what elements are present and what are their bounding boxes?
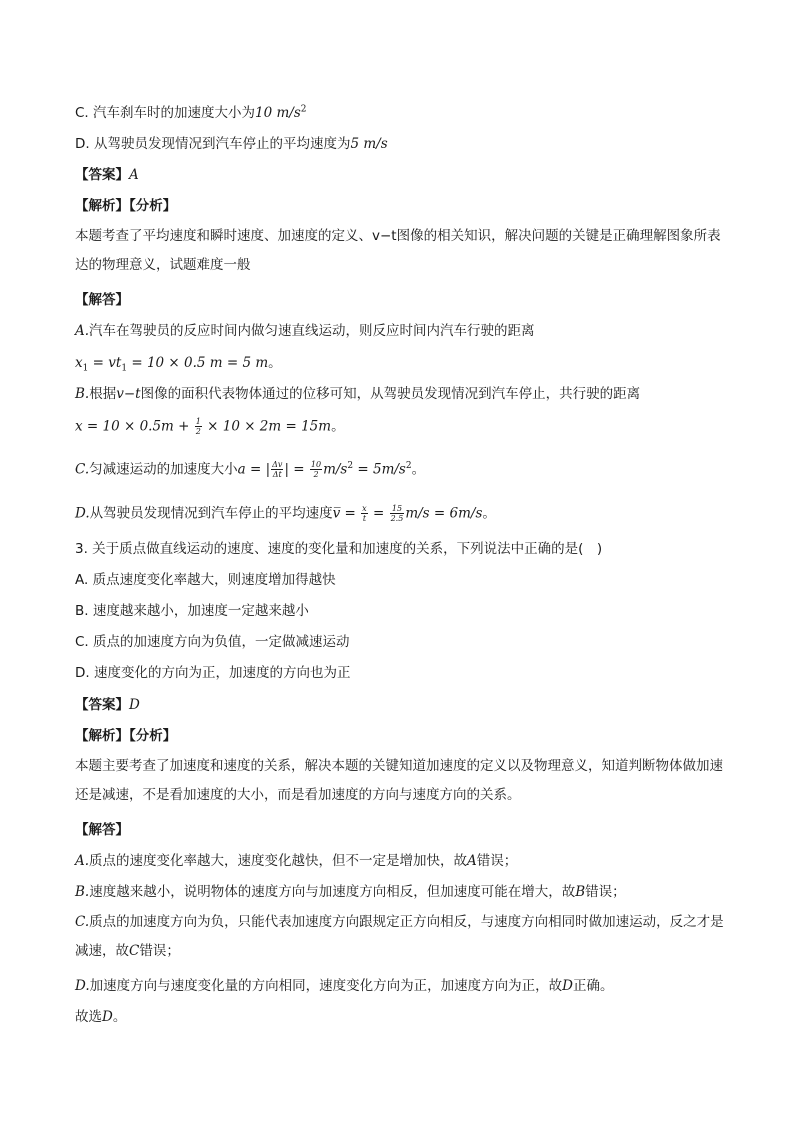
eq-subscript: 1 <box>82 363 89 374</box>
option-letter: A <box>467 853 477 869</box>
exponent: 2 <box>405 461 412 471</box>
eq-subscript: 1 <box>121 363 128 374</box>
solution-text: 正确。 <box>572 978 614 994</box>
solution-label: D. <box>75 505 90 522</box>
solution-text: 匀减速运动的加速度大小 <box>89 461 238 478</box>
q3-question: 3. 关于质点做直线运动的速度、速度的变化量和加速度的关系，下列说法中正确的是( ) <box>75 541 603 557</box>
option-letter: C <box>129 943 140 959</box>
q3-option-d: D. 速度变化的方向为正，加速度的方向也为正 <box>75 665 351 681</box>
answer-value: D <box>129 697 140 713</box>
fraction <box>271 460 283 479</box>
eq-part: x <box>75 355 83 371</box>
option-letter: D <box>102 1009 113 1025</box>
q2-solution-a <box>75 322 725 340</box>
q2-option-d <box>75 135 725 153</box>
option-letter: D <box>562 978 573 994</box>
q3-solution-tag <box>75 821 725 839</box>
q3-analysis-text: 本题主要考查了加速度和速度的关系，解决本题的关键知道加速度的定义以及物理意义，知道判断物体做加速还是减速，不是看加速度的大小，而是看加速度的方向与速度方向的关系。 <box>75 758 723 803</box>
solution-text: 根据 <box>89 386 117 402</box>
solution-label: A. <box>75 323 90 339</box>
fraction-denominator: t <box>362 514 367 523</box>
fraction-numerator: 1 <box>195 417 201 426</box>
option-text: C. 汽车刹车时的加速度大小为 <box>75 105 256 121</box>
eq-end: 。 <box>331 418 345 435</box>
solution-label: B. <box>75 386 90 402</box>
q2-option-c <box>75 104 725 122</box>
q3-option-a: A. 质点速度变化率越大，则速度增加得越快 <box>75 572 336 588</box>
answer-tag: 【答案】 <box>75 167 129 183</box>
solution-text: 加速度方向与速度变化量的方向相同，速度变化方向为正，加速度方向为正，故 <box>89 978 563 994</box>
eq-part: m/s <box>323 461 348 478</box>
solution-text: 速度越来越小，说明物体的速度方向与加速度方向相反，但加速度可能在增大，故 <box>89 884 576 900</box>
fraction-denominator: Δt <box>272 470 282 479</box>
eq-part: = <box>368 505 389 522</box>
q3-analysis-tag <box>75 727 725 745</box>
eq-end: 。 <box>411 461 426 478</box>
fraction <box>195 417 202 436</box>
q2-solution-d <box>75 504 725 523</box>
q2-solution-b <box>75 385 725 403</box>
option-text: D. 从驾驶员发现情况到汽车停止的平均速度为 <box>75 136 351 152</box>
solution-text: 图像的面积代表物体通过的位移可知，从驾驶员发现情况到汽车停止，共行驶的距离 <box>140 386 641 402</box>
vt-symbol: v−t <box>116 386 141 402</box>
option-letter: B <box>575 884 586 900</box>
eq-end: 。 <box>482 505 496 522</box>
option-value: 10 m/s <box>255 105 301 121</box>
answer-value: A <box>129 167 139 183</box>
answer-tag: 【答案】 <box>75 697 129 713</box>
conclusion-text: 。 <box>112 1009 127 1025</box>
eq-part: x = 10 × 0.5m + <box>75 418 194 435</box>
solution-tag: 【解答】 <box>75 292 129 308</box>
q2-solution-c <box>75 460 725 479</box>
solution-text: 质点的速度变化率越大，速度变化越快，但不一定是增加快，故 <box>89 853 468 869</box>
q2-analysis-text: 本题考查了平均速度和瞬时速度、加速度的定义、v−t图像的相关知识，解决问题的关键是正确理解图象所表达的物理意义，试题难度一般 <box>75 228 721 273</box>
q3-solution-c <box>75 908 725 966</box>
fraction-numerator: 15 <box>390 504 405 514</box>
q2-solution-a-equation <box>75 354 725 372</box>
fraction <box>310 460 322 479</box>
analysis-tag: 【解析】【分析】 <box>75 728 177 744</box>
eq-part: × 10 × 2m = 15m <box>202 418 332 435</box>
solution-text: 错误； <box>139 943 180 959</box>
solution-label: C. <box>75 914 90 930</box>
q3-solution-a <box>75 852 725 870</box>
solution-tag: 【解答】 <box>75 822 129 838</box>
q3-solution-d <box>75 977 725 995</box>
solution-text: 汽车在驾驶员的反应时间内做匀速直线运动，则反应时间内汽车行驶的距离 <box>89 323 535 339</box>
exponent: 2 <box>347 461 354 471</box>
eq-part: = vt <box>88 355 122 371</box>
option-value: 5 m/s <box>350 136 388 152</box>
fraction-denominator: 2 <box>195 427 201 436</box>
q3-conclusion <box>75 1008 725 1026</box>
eq-part: a = | <box>237 461 271 478</box>
analysis-tag: 【解析】【分析】 <box>75 198 177 214</box>
eq-part: m/s = 6m/s <box>405 505 483 522</box>
fraction <box>390 504 405 523</box>
q3-option-c: C. 质点的加速度方向为负值，一定做减速运动 <box>75 634 350 650</box>
fraction <box>361 504 368 523</box>
exponent: 2 <box>300 104 307 115</box>
solution-text: 错误； <box>585 884 626 900</box>
q3-option-b: B. 速度越来越小，加速度一定越来越小 <box>75 603 309 619</box>
solution-text: 质点的加速度方向为负，只能代表加速度方向跟规定正方向相反，与速度方向相同时做加速运动，反之才是减速，故 <box>75 914 724 959</box>
q3-answer <box>75 696 725 714</box>
fraction-numerator: x <box>362 504 367 513</box>
eq-end: 。 <box>268 355 282 371</box>
eq-part: | = <box>284 461 309 478</box>
fraction-denominator: 2.5 <box>390 514 404 523</box>
conclusion-text: 故选 <box>75 1009 102 1025</box>
solution-label: C. <box>75 461 90 478</box>
eq-part: = 5m/s <box>353 461 406 478</box>
eq-part: = 10 × 0.5 m = 5 m <box>127 355 269 371</box>
q2-solution-b-equation <box>75 417 725 436</box>
solution-label: A. <box>75 853 90 869</box>
solution-text: 错误； <box>476 853 518 869</box>
q3-solution-b <box>75 883 725 901</box>
fraction-numerator: 10 <box>310 460 322 469</box>
solution-label: D. <box>75 978 90 994</box>
solution-label: B. <box>75 884 90 900</box>
fraction-denominator: 2 <box>313 470 319 479</box>
solution-text: 从驾驶员发现情况到汽车停止的平均速度 <box>89 505 333 522</box>
eq-part: v̅ = <box>332 505 361 522</box>
q2-analysis-tag <box>75 197 725 215</box>
q2-solution-tag <box>75 291 725 309</box>
fraction-numerator: Δv <box>272 460 283 469</box>
q2-answer <box>75 166 725 184</box>
